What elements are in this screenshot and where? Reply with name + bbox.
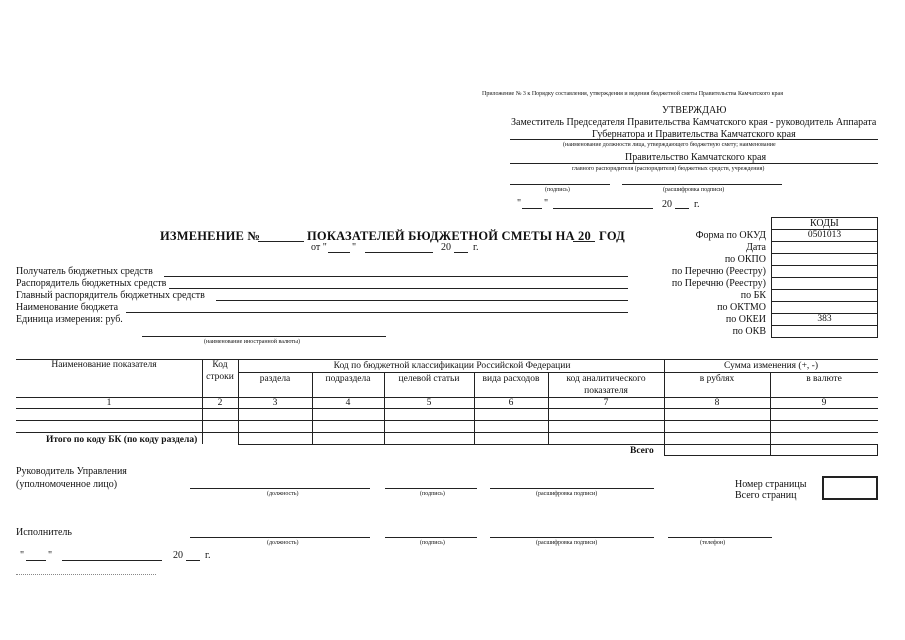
approve-date-quote-open: "	[517, 198, 522, 209]
approve-heading: УТВЕРЖДАЮ	[662, 105, 727, 116]
col-divider-target	[384, 372, 385, 444]
column-number: 7	[603, 398, 609, 408]
approve-date-day[interactable]	[522, 208, 542, 209]
subheader-border	[238, 372, 878, 373]
col-subsection: подраздела	[325, 374, 371, 384]
title-date-from: от "	[311, 242, 327, 253]
main-manager-label: Главный распорядитель бюджетных средств	[16, 290, 205, 301]
executor-phone-field[interactable]	[668, 537, 772, 538]
total-cells	[664, 444, 878, 456]
col-classification-header: Код по бюджетной классификации Российской Федерации	[333, 361, 571, 371]
col-divider-expense	[474, 372, 475, 444]
code-label: по ОКВ	[732, 326, 766, 337]
code-row-line	[771, 253, 878, 254]
footer-date-quote-open: "	[20, 550, 25, 561]
executor-decode-caption: (расшифровка подписи)	[536, 540, 598, 546]
title-date-day[interactable]	[328, 252, 350, 253]
recipient-label: Получатель бюджетных средств	[16, 266, 153, 277]
code-row-line	[771, 241, 878, 242]
head-decode-field[interactable]	[490, 488, 654, 489]
code-row-line	[771, 301, 878, 302]
col-divider-code	[202, 359, 203, 444]
main-manager-field[interactable]	[216, 300, 628, 301]
footer-date-suffix: г.	[205, 550, 211, 561]
col-divider-subsection	[312, 372, 313, 444]
col-divider-analytic	[548, 372, 549, 444]
col-currency: в валюте	[806, 374, 842, 384]
executor-position-caption: (должность)	[267, 540, 299, 546]
data-row-line-1	[16, 420, 878, 421]
column-number: 8	[714, 398, 720, 408]
approver-position-line1: Заместитель Председателя Правительства Камчатского края - руководитель Аппарата	[511, 117, 877, 128]
pages-total-label: Всего страниц	[735, 490, 797, 501]
col-section: раздела	[259, 374, 291, 384]
currency-field[interactable]	[142, 336, 386, 337]
total-all-label: Всего	[630, 446, 654, 456]
footer-date-month[interactable]	[62, 560, 162, 561]
page-number-label: Номер страницы	[735, 479, 807, 490]
title-change-number: ИЗМЕНЕНИЕ №	[160, 229, 261, 243]
code-label: Дата	[746, 242, 766, 253]
footer-date-year-field[interactable]	[186, 560, 200, 561]
title-date-month[interactable]	[365, 252, 433, 253]
budget-name-field[interactable]	[126, 312, 628, 313]
title-date-quote: "	[352, 242, 357, 253]
approve-date-year: 20	[662, 199, 672, 210]
code-label: Форма по ОКУД	[695, 230, 766, 241]
recipient-field[interactable]	[164, 276, 628, 277]
col-code-header-2: строки	[206, 372, 234, 382]
approve-date-year-field[interactable]	[675, 208, 689, 209]
approve-date-suffix: г.	[694, 199, 700, 210]
approver-position-line2: Губернатора и Правительства Камчатского края	[592, 129, 796, 140]
column-number: 9	[821, 398, 827, 408]
page-number-box[interactable]	[822, 476, 878, 500]
col-sum-header: Сумма изменения (+, -)	[723, 361, 819, 371]
manager-field[interactable]	[169, 288, 628, 289]
col-code-header-1: Код	[212, 360, 228, 370]
approver-signature-line[interactable]	[510, 184, 610, 185]
column-number: 5	[426, 398, 432, 408]
head-signature-field[interactable]	[385, 488, 477, 489]
data-row-line-2	[16, 432, 878, 433]
head-position-field[interactable]	[190, 488, 370, 489]
budget-name-label: Наименование бюджета	[16, 302, 119, 313]
title-indicators: ПОКАЗАТЕЛЕЙ БЮДЖЕТНОЙ СМЕТЫ НА 20	[307, 229, 591, 243]
executor-label: Исполнитель	[16, 527, 72, 538]
code-label: по ОКТМО	[717, 302, 766, 313]
decode-caption: (расшифровка подписи)	[663, 187, 725, 193]
executor-position-field[interactable]	[190, 537, 370, 538]
code-value-cell[interactable]: 0501013	[807, 230, 842, 240]
title-date-year-field[interactable]	[454, 252, 468, 253]
title-date-year: 20	[441, 242, 451, 253]
col-rub: в рублях	[699, 374, 735, 384]
col-expense-type: вида расходов	[482, 374, 540, 384]
head-position-caption: (должность)	[267, 491, 299, 497]
code-label: по ОКЕИ	[725, 314, 766, 325]
title-date-suffix: г.	[473, 242, 479, 253]
head-signature-caption: (подпись)	[420, 491, 445, 497]
executor-signature-caption: (подпись)	[420, 540, 445, 546]
position-underline	[510, 139, 878, 140]
executor-signature-field[interactable]	[385, 537, 477, 538]
total-bk-label: Итого по коду БК (по коду раздела)	[46, 435, 198, 445]
col-analytic-2: показателя	[584, 386, 628, 396]
executor-decode-field[interactable]	[490, 537, 654, 538]
unit-label: Единица измерения: руб.	[16, 314, 123, 325]
footer-date-day[interactable]	[26, 560, 46, 561]
column-number: 2	[217, 398, 223, 408]
col-target-article: целевой статьи	[398, 374, 460, 384]
manager-label: Распорядитель бюджетных средств	[16, 278, 167, 289]
data-area-top	[16, 408, 878, 409]
change-number-field[interactable]	[258, 241, 304, 242]
col-divider-sum	[664, 359, 665, 444]
col-divider-class-left	[238, 359, 239, 444]
code-row-line	[771, 277, 878, 278]
position-caption: (наименование должности лица, утверждающего бюджетную смету; наименование	[563, 142, 776, 148]
signature-caption: (подпись)	[545, 187, 570, 193]
title-year-field[interactable]	[573, 241, 595, 242]
footer-bottom-line	[16, 574, 156, 575]
col-divider-currency	[770, 372, 771, 444]
code-row-line	[771, 289, 878, 290]
code-label: по Перечню (Реестру)	[671, 266, 766, 277]
org-caption: главного распорядителя (распорядителя) бюджетных средств, учреждения)	[572, 166, 765, 172]
appendix-note: Приложение № 3 к Порядку составления, утверждения и ведения бюджетной сметы Правительства Камчатского края	[482, 91, 783, 97]
code-row-line	[771, 325, 878, 326]
currency-caption: (наименование иностранной валюты)	[204, 339, 300, 345]
code-label: по Перечню (Реестру)	[671, 278, 766, 289]
approve-date-month[interactable]	[553, 208, 653, 209]
column-number: 3	[272, 398, 278, 408]
column-number: 1	[106, 398, 112, 408]
code-label: по ОКПО	[724, 254, 766, 265]
total-cells-divider	[770, 444, 771, 456]
footer-date-quote-close: "	[48, 550, 53, 561]
title-year-suffix: ГОД	[599, 229, 625, 243]
code-value-cell[interactable]: 383	[817, 314, 832, 324]
column-number: 4	[345, 398, 351, 408]
col-name-header: Наименование показателя	[51, 360, 157, 370]
footer-date-year: 20	[173, 550, 183, 561]
code-label: по БК	[740, 290, 766, 301]
codes-header: КОДЫ	[810, 218, 839, 229]
approver-decode-line[interactable]	[622, 184, 782, 185]
head-label-1: Руководитель Управления	[16, 466, 127, 477]
head-decode-caption: (расшифровка подписи)	[536, 491, 598, 497]
org-underline	[510, 163, 878, 164]
head-label-2: (уполномоченное лицо)	[16, 479, 118, 490]
approve-date-quote-close: "	[544, 198, 549, 209]
approver-organization: Правительство Камчатского края	[625, 152, 767, 163]
executor-phone-caption: (телефон)	[700, 540, 726, 546]
col-analytic-1: код аналитического	[566, 374, 646, 384]
column-number: 6	[508, 398, 514, 408]
code-row-line	[771, 265, 878, 266]
